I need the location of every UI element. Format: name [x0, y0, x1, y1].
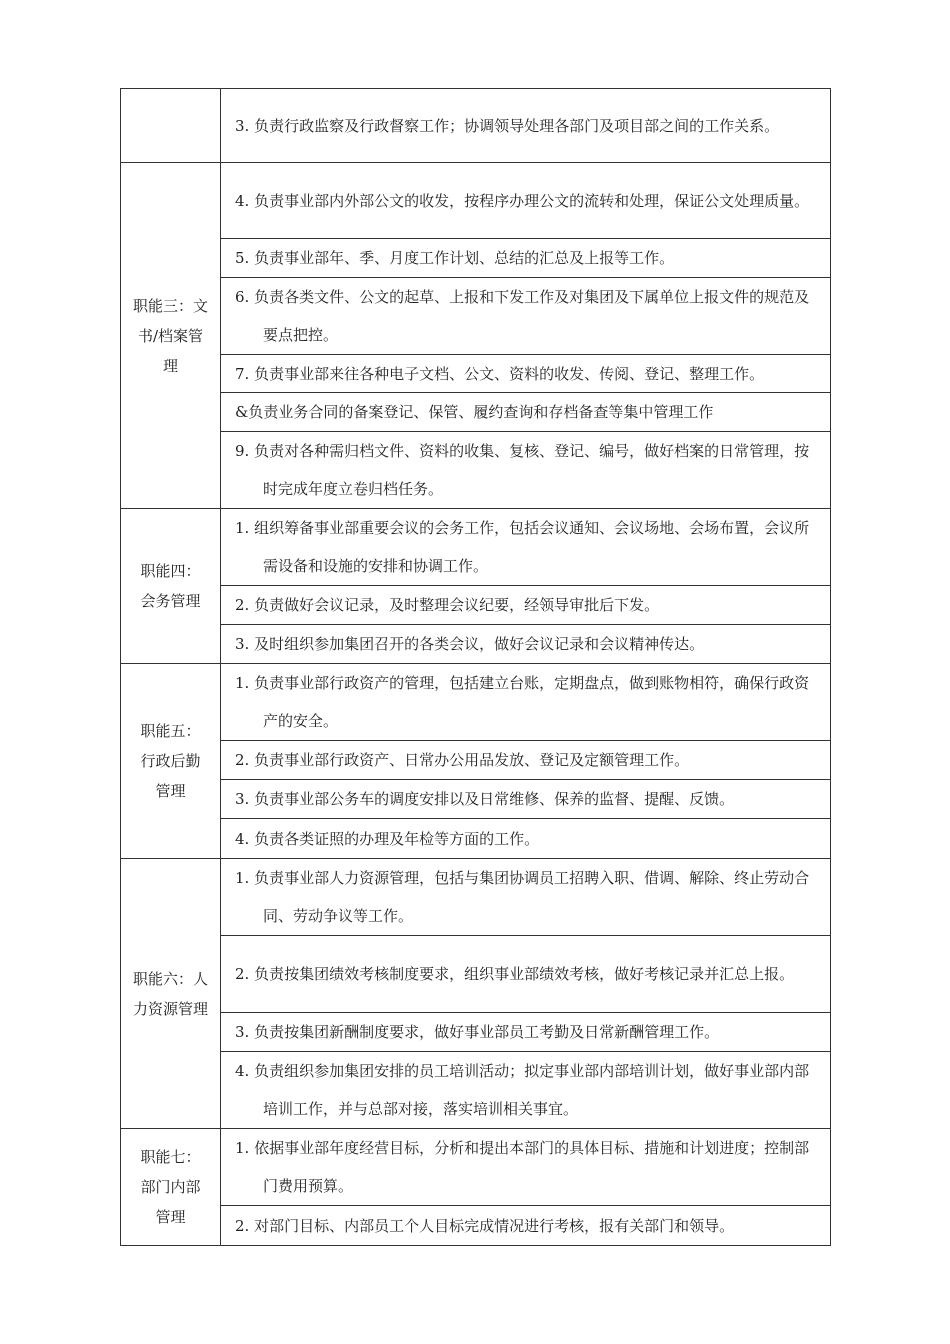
duty-item — [221, 1052, 831, 1129]
table-row — [121, 586, 831, 625]
table-row — [121, 355, 831, 393]
table-row — [121, 393, 831, 432]
duty-item — [221, 509, 831, 586]
function-label-documents-archives — [121, 163, 221, 509]
table-row — [121, 89, 831, 163]
duty-text: 2. 对部门目标、内部员工个人目标完成情况进行考核，报有关部门和领导。 — [235, 1216, 735, 1235]
table-row — [121, 741, 831, 780]
function-label-continued — [121, 89, 221, 163]
function-label-admin-logistics — [121, 664, 221, 859]
table-row — [121, 625, 831, 664]
duty-text: 1. 组织筹备事业部重要会议的会务工作，包括会议通知、会议场地、会场布置，会议所需设备和设施的安排和协调工作。 — [235, 519, 810, 575]
function-label-hr — [121, 859, 221, 1129]
function-label-line: 行政后勤 — [140, 752, 201, 770]
duty-text: 4. 负责事业部内外部公文的收发，按程序办理公文的流转和处理，保证公文处理质量。 — [235, 191, 810, 210]
duty-item — [221, 936, 831, 1013]
table-row — [121, 780, 831, 819]
table-row — [121, 432, 831, 509]
table-row — [121, 239, 831, 278]
function-label-line: 力资源管理 — [132, 999, 208, 1018]
table-row — [121, 509, 831, 586]
table-row — [121, 163, 831, 239]
duty-text: 1. 依据事业部年度经营目标，分析和提出本部门的具体目标、措施和计划进度；控制部门费用预算。 — [235, 1139, 810, 1195]
duty-text: &负责业务合同的备案登记、保管、履约查询和存档备查等集中管理工作 — [235, 403, 714, 421]
function-label-line: 管理 — [155, 1208, 186, 1226]
duty-text: 6. 负责各类文件、公文的起草、上报和下发工作及对集团及下属单位上报文件的规范及要点把控。 — [235, 288, 810, 344]
duty-item — [221, 664, 831, 741]
duty-text: 2. 负责按集团绩效考核制度要求，组织事业部绩效考核，做好考核记录并汇总上报。 — [235, 965, 795, 983]
function-label-line: 部门内部 — [140, 1178, 201, 1196]
duty-item — [221, 819, 831, 859]
function-label-line: 职能五： — [140, 722, 201, 740]
duty-item — [221, 278, 831, 355]
function-label-line: 职能三：文 — [132, 296, 208, 315]
duty-text: 3. 负责事业部公务车的调度安排以及日常维修、保养的监督、提醒、反馈。 — [235, 790, 735, 808]
function-label-line: 管理 — [155, 782, 186, 800]
function-label-line: 职能七： — [140, 1148, 201, 1166]
table-row — [121, 1052, 831, 1129]
function-label-line: 理 — [162, 356, 178, 375]
function-label-line: 职能四： — [140, 562, 201, 580]
duty-item — [221, 1013, 831, 1052]
table-row — [121, 936, 831, 1013]
duties-table — [120, 88, 831, 1246]
table-row — [121, 859, 831, 936]
duty-text: 7. 负责事业部来往各种电子文档、公文、资料的收发、传阅、登记、整理工作。 — [235, 364, 765, 383]
duty-item — [221, 239, 831, 278]
duty-text: 4. 负责各类证照的办理及年检等方面的工作。 — [235, 829, 540, 848]
duty-text: 4. 负责组织参加集团安排的员工培训活动；拟定事业部内部培训计划，做好事业部内部培训工作，并与总部对接，落实培训相关事宜。 — [235, 1062, 810, 1118]
duty-item — [221, 355, 831, 393]
duty-text: 2. 负责事业部行政资产、日常办公用品发放、登记及定额管理工作。 — [235, 751, 690, 769]
duty-item — [221, 1206, 831, 1246]
duty-item — [221, 1129, 831, 1206]
function-label-line: 会务管理 — [140, 592, 201, 610]
duty-text: 9. 负责对各种需归档文件、资料的收集、复核、登记、编号，做好档案的日常管理，按时完成年度立卷归档任务。 — [235, 442, 810, 498]
duty-item — [221, 89, 831, 163]
duty-item — [221, 393, 831, 432]
duty-item — [221, 586, 831, 625]
function-label-internal — [121, 1129, 221, 1246]
table-row — [121, 1129, 831, 1206]
duty-text: 1. 负责事业部人力资源管理，包括与集团协调员工招聘入职、借调、解除、终止劳动合同、劳动争议等工作。 — [235, 869, 810, 925]
duty-item — [221, 741, 831, 780]
duty-text: 3. 及时组织参加集团召开的各类会议，做好会议记录和会议精神传达。 — [235, 635, 705, 653]
duty-text: 3. 负责行政监察及行政督察工作；协调领导处理各部门及项目部之间的工作关系。 — [235, 116, 780, 135]
table-row — [121, 1206, 831, 1246]
function-label-meeting — [121, 509, 221, 664]
table-row — [121, 664, 831, 741]
duty-text: 2. 负责做好会议记录，及时整理会议纪要，经领导审批后下发。 — [235, 596, 660, 614]
duty-item — [221, 432, 831, 509]
function-label-line: 职能六：人 — [132, 969, 208, 988]
duty-item — [221, 625, 831, 664]
duty-item — [221, 780, 831, 819]
table-row — [121, 278, 831, 355]
table-row — [121, 1013, 831, 1052]
duty-text: 5. 负责事业部年、季、月度工作计划、总结的汇总及上报等工作。 — [235, 249, 675, 267]
duty-item — [221, 163, 831, 239]
function-label-line: 书/档案管 — [137, 326, 204, 345]
duty-item — [221, 859, 831, 936]
duty-text: 3. 负责按集团新酬制度要求，做好事业部员工考勤及日常新酬管理工作。 — [235, 1023, 720, 1041]
table-row — [121, 819, 831, 859]
duty-text: 1. 负责事业部行政资产的管理，包括建立台账，定期盘点，做到账物相符，确保行政资产的安全。 — [235, 674, 810, 730]
